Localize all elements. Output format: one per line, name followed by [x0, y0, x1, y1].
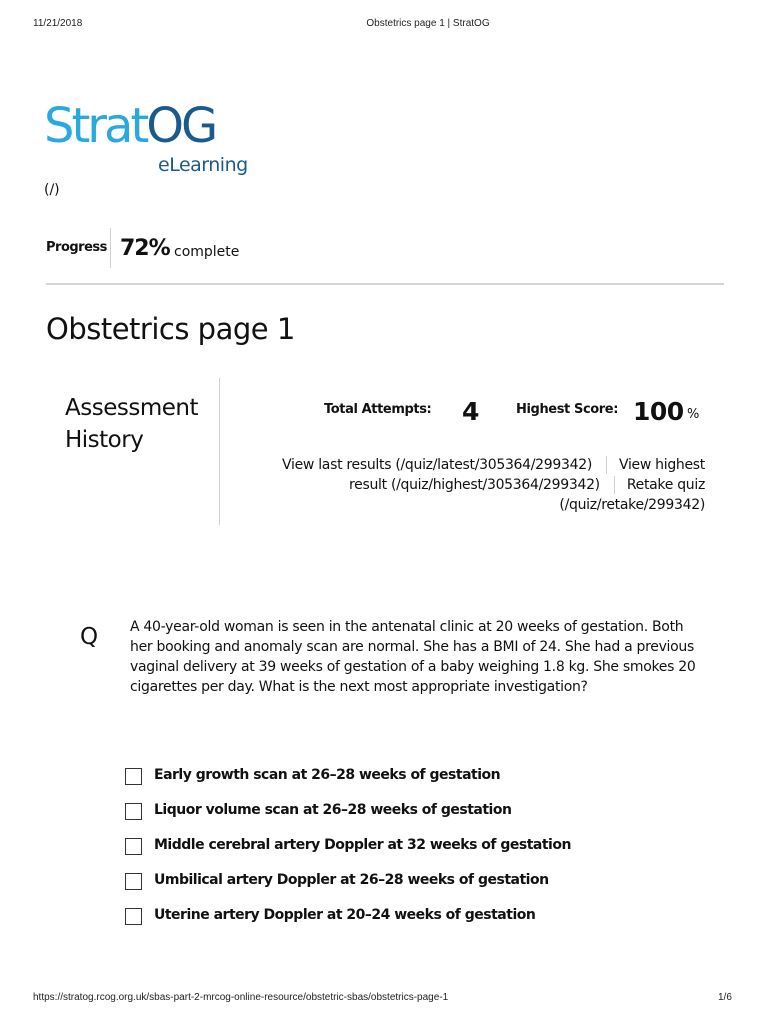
answer-label[interactable]: Early growth scan at 26–28 weeks of gestation	[154, 767, 501, 783]
assessment-divider	[219, 378, 220, 525]
home-link[interactable]: (/)	[44, 182, 60, 198]
answer-checkbox[interactable]	[125, 873, 142, 890]
stratog-logo[interactable]	[44, 98, 248, 176]
print-page-number: 1/6	[718, 992, 732, 1003]
view-last-results-link[interactable]: View last results (/quiz/latest/305364/299342)	[282, 457, 592, 473]
total-attempts-label: Total Attempts:	[324, 402, 432, 417]
logo-strat-text: Strat	[44, 98, 147, 154]
logo-og-text: OG	[146, 98, 216, 154]
answer-checkbox[interactable]	[125, 768, 142, 785]
answer-checkbox[interactable]	[125, 803, 142, 820]
retake-quiz-link[interactable]: Retake quiz (/quiz/retake/299342)	[559, 477, 705, 513]
answer-label[interactable]: Liquor volume scan at 26–28 weeks of gestation	[154, 802, 512, 818]
progress-divider	[110, 228, 111, 268]
print-page-title: Obstetrics page 1 | StratOG	[366, 18, 490, 29]
question-text: A 40-year-old woman is seen in the antenatal clinic at 20 weeks of gestation. Both her booking and anomaly scan are normal. She has a BMI of 24. She had a previous vaginal delivery at 39 weeks of gestation of a baby weighing 1.8 kg. She smokes 20 cigarettes per day. What is the next most appropriate investigation?	[130, 619, 696, 695]
header-divider	[46, 283, 724, 285]
print-url: https://stratog.rcog.org.uk/sbas-part-2-mrcog-online-resource/obstetric-sbas/obstetrics-page-1	[33, 992, 449, 1003]
progress-percent: 72%	[120, 236, 170, 261]
highest-score-unit: %	[687, 407, 700, 422]
assessment-history-heading: Assessment History	[65, 395, 198, 453]
result-links	[250, 455, 705, 515]
answer-checkbox[interactable]	[125, 908, 142, 925]
answer-label[interactable]: Middle cerebral artery Doppler at 32 weeks of gestation	[154, 837, 571, 853]
highest-score-label: Highest Score:	[516, 402, 619, 417]
progress-suffix: complete	[174, 244, 240, 260]
question-marker: Q	[80, 624, 99, 650]
page-title: Obstetrics page 1	[46, 312, 295, 346]
answer-checkbox[interactable]	[125, 838, 142, 855]
print-date: 11/21/2018	[33, 18, 83, 29]
answer-label[interactable]: Uterine artery Doppler at 20–24 weeks of gestation	[154, 907, 536, 923]
logo-elearning-text: eLearning	[158, 154, 248, 176]
progress-label: Progress	[46, 240, 107, 255]
highest-score-value: 100	[633, 397, 684, 426]
answer-label[interactable]: Umbilical artery Doppler at 26–28 weeks of gestation	[154, 872, 549, 888]
total-attempts-value: 4	[462, 397, 480, 426]
view-highest-result-link[interactable]: View highest result (/quiz/highest/305364/299342)	[348, 457, 705, 493]
link-separator	[606, 456, 607, 474]
link-separator	[614, 476, 615, 494]
